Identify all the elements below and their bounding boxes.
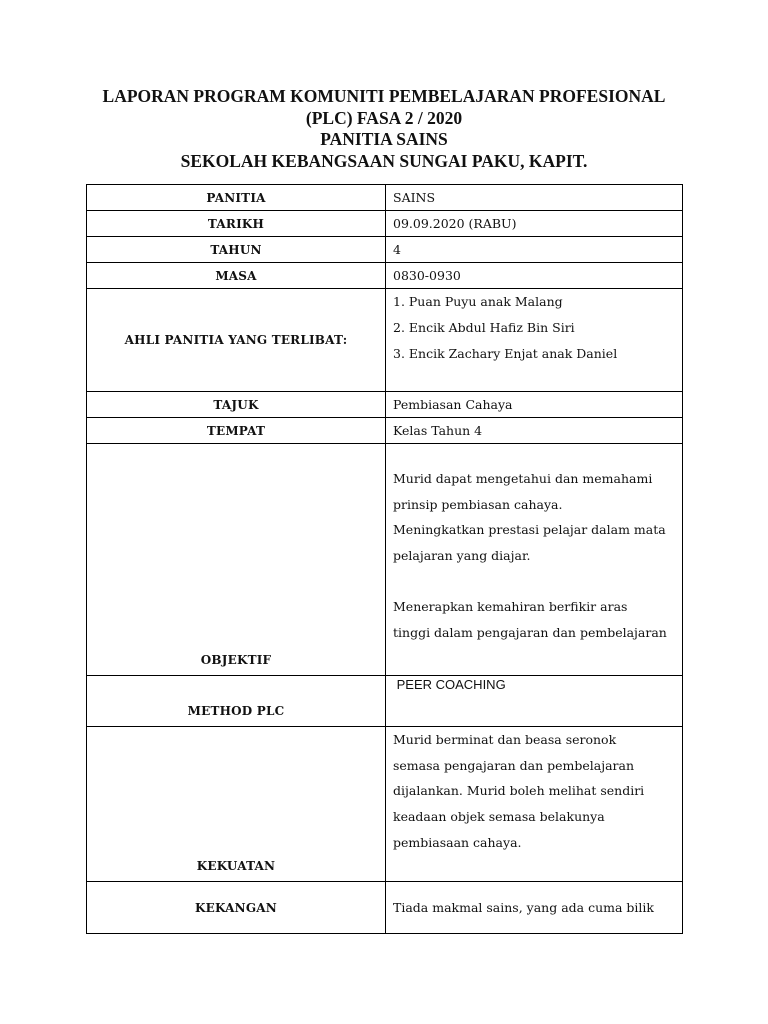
- objektif-spacer: [393, 569, 682, 594]
- report-title: [0, 86, 768, 172]
- row-tahun: [87, 237, 683, 263]
- objektif-line-6: tinggi dalam pengajaran dan pembelajaran: [393, 624, 667, 640]
- objektif-line-5: Menerapkan kemahiran berfikir aras: [393, 598, 628, 614]
- row-panitia: [87, 185, 683, 211]
- row-tajuk: [87, 392, 683, 418]
- value-tempat: Kelas Tahun 4: [386, 418, 683, 444]
- kekuatan-line-4: keadaan objek semasa belakunya: [393, 809, 605, 825]
- objektif-line-1: Murid dapat mengetahui dan memahami: [393, 471, 653, 486]
- objektif-line-2: prinsip pembiasan cahaya.: [393, 496, 563, 512]
- value-tarikh: 09.09.2020 (RABU): [386, 211, 683, 237]
- value-ahli: [386, 289, 683, 392]
- label-objektif: OBJEKTIF: [87, 444, 386, 676]
- row-masa: [87, 263, 683, 289]
- row-kekangan: [87, 882, 683, 934]
- label-kekangan: KEKANGAN: [87, 882, 386, 934]
- label-masa: MASA: [87, 263, 386, 289]
- label-method: METHOD PLC: [87, 676, 386, 727]
- label-kekuatan: KEKUATAN: [87, 727, 386, 882]
- title-line-1: LAPORAN PROGRAM KOMUNITI PEMBELAJARAN PROFESIONAL: [102, 86, 666, 106]
- value-panitia: SAINS: [386, 185, 683, 211]
- value-tajuk: Pembiasan Cahaya: [386, 392, 683, 418]
- kekuatan-line-5: pembiasaan cahaya.: [393, 834, 522, 850]
- label-tajuk: TAJUK: [87, 392, 386, 418]
- label-tahun: TAHUN: [87, 237, 386, 263]
- value-tahun: 4: [386, 237, 683, 263]
- report-table: [86, 184, 683, 934]
- value-method: PEER COACHING: [386, 676, 683, 727]
- row-tempat: [87, 418, 683, 444]
- row-ahli: [87, 289, 683, 392]
- objektif-line-4: pelajaran yang diajar.: [393, 548, 531, 564]
- title-line-4: SEKOLAH KEBANGSAAN SUNGAI PAKU, KAPIT.: [180, 150, 588, 171]
- kekuatan-line-1: Murid berminat dan beasa seronok: [393, 732, 617, 747]
- kekuatan-line-2: semasa pengajaran dan pembelajaran: [393, 757, 635, 773]
- row-objektif: [87, 444, 683, 676]
- value-kekuatan: [386, 727, 683, 882]
- title-line-3: PANITIA SAINS: [320, 129, 448, 149]
- value-masa: 0830-0930: [386, 263, 683, 289]
- member-2: 2. Encik Abdul Hafiz Bin Siri: [393, 320, 575, 335]
- label-tempat: TEMPAT: [87, 418, 386, 444]
- member-3: 3. Encik Zachary Enjat anak Daniel: [393, 346, 618, 361]
- row-kekuatan: [87, 727, 683, 882]
- title-line-2: (PLC) FASA 2 / 2020: [305, 107, 463, 128]
- label-tarikh: TARIKH: [87, 211, 386, 237]
- objektif-line-3: Meningkatkan prestasi pelajar dalam mata: [393, 522, 666, 538]
- value-objektif: [386, 444, 683, 676]
- label-ahli: AHLI PANITIA YANG TERLIBAT:: [87, 289, 386, 392]
- row-tarikh: [87, 211, 683, 237]
- row-method: [87, 676, 683, 727]
- member-1: 1. Puan Puyu anak Malang: [393, 294, 563, 309]
- value-kekangan: Tiada makmal sains, yang ada cuma bilik: [386, 882, 683, 934]
- label-panitia: PANITIA: [87, 185, 386, 211]
- kekuatan-line-3: dijalankan. Murid boleh melihat sendiri: [393, 783, 645, 799]
